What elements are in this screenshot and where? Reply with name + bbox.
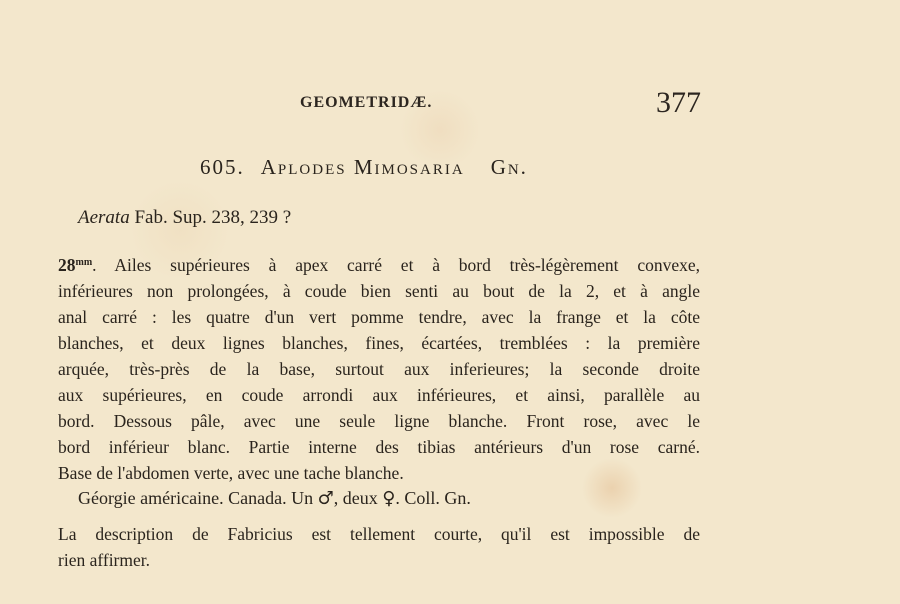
species-author: Gn. bbox=[490, 155, 528, 179]
description-line: anal carré : les quatre d'un vert pomme tendre, avec la frange et la côte bbox=[58, 307, 700, 327]
locality-text: Géorgie américaine. Canada. Un bbox=[78, 488, 314, 508]
description-line: Base de l'abdomen verte, avec une tache blanche. bbox=[58, 463, 404, 483]
remark-line: La description de Fabricius est tellement courte, qu'il est impossible de bbox=[58, 524, 700, 544]
species-number: 605. bbox=[200, 155, 245, 179]
synonym-line bbox=[78, 207, 291, 229]
running-head-title: GEOMETRIDÆ. bbox=[300, 94, 433, 111]
description-line: aux supérieures, en coude arrondi aux inférieures, et ainsi, parallèle au bbox=[58, 385, 700, 405]
collection-text: . Coll. Gn. bbox=[395, 488, 471, 508]
synonym-name: Aerata bbox=[78, 207, 130, 228]
wingspan-size: $28^{mm}$ bbox=[58, 255, 93, 275]
species-heading bbox=[200, 155, 528, 180]
description-line: bord. Dessous pâle, avec une seule ligne blanche. Front rose, avec le bbox=[58, 411, 700, 431]
description-line: arquée, très-près de la base, surtout aux inferieures; la seconde droite bbox=[58, 359, 700, 379]
synonym-reference: Fab. Sup. 238, 239 ? bbox=[134, 207, 292, 228]
locality-line bbox=[78, 488, 471, 509]
locality-text: , deux bbox=[333, 488, 378, 508]
running-head bbox=[0, 86, 900, 122]
description-line: $28^{mm}$. Ailes supérieures à apex carré et à bord très-légèrement convexe, bbox=[58, 255, 700, 275]
remark-line: rien affirmer. bbox=[58, 550, 150, 570]
remark-paragraph bbox=[58, 521, 700, 573]
female-symbol-icon: ♀ bbox=[382, 488, 396, 509]
species-description bbox=[58, 250, 700, 486]
description-line: inférieures non prolongées, à coude bien senti au bout de la 2, et à angle bbox=[58, 281, 700, 301]
page-number: 377 bbox=[656, 86, 701, 119]
description-line: blanches, et deux lignes blanches, fines, écartées, tremblées : la première bbox=[58, 333, 700, 353]
male-symbol-icon: ♂ bbox=[317, 488, 334, 509]
species-name: Aplodes Mimosaria bbox=[260, 155, 465, 179]
description-line: bord inférieur blanc. Partie interne des tibias antérieurs d'un rose carné. bbox=[58, 437, 700, 457]
